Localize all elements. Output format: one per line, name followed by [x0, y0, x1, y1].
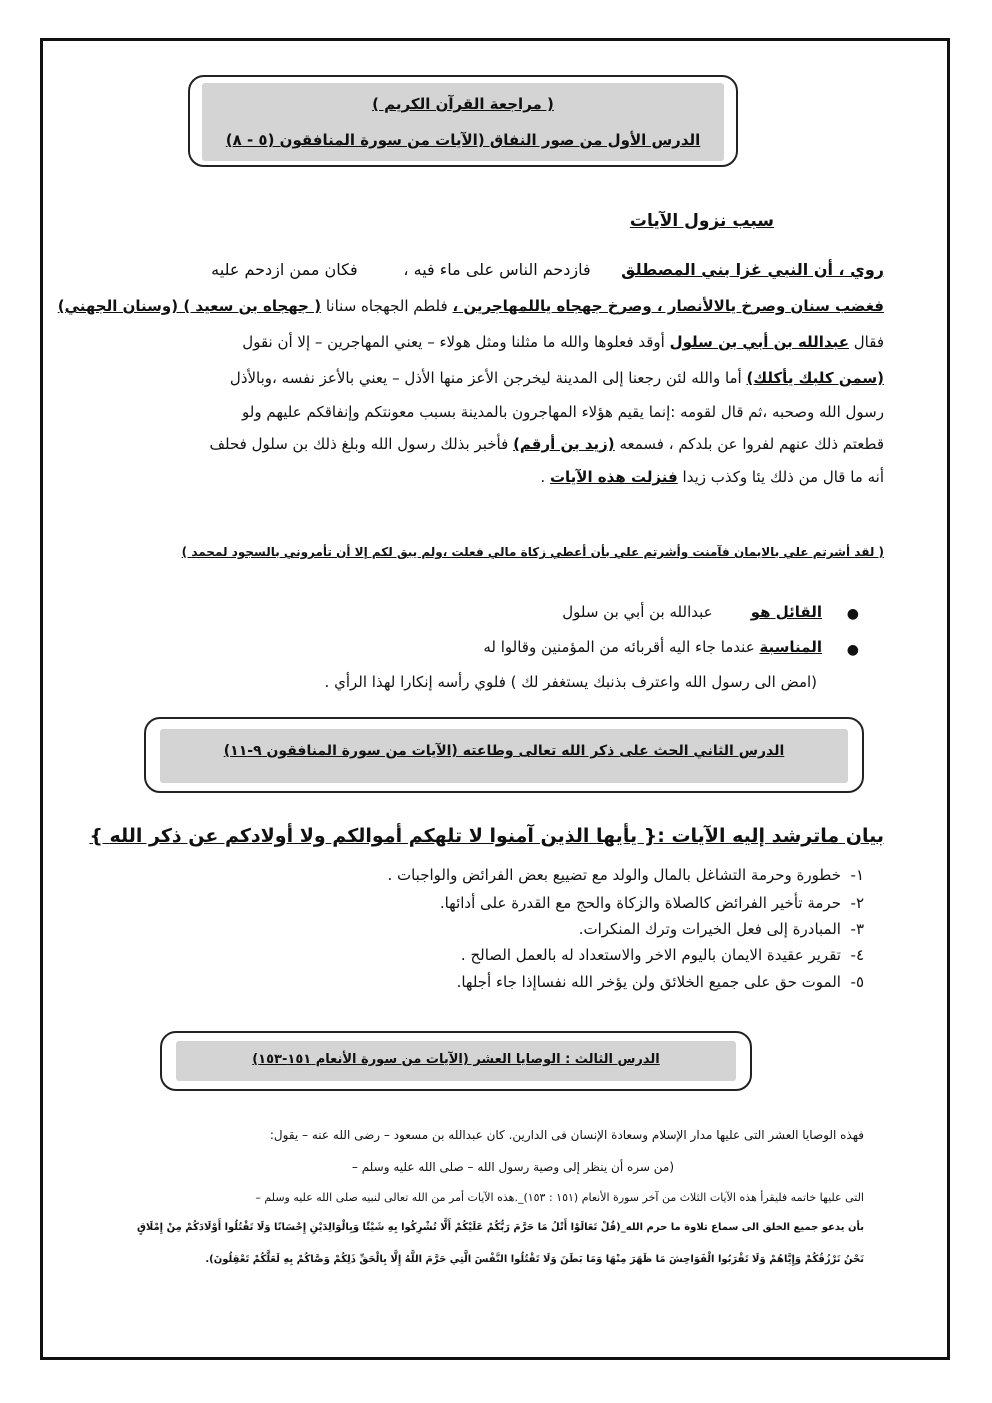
guidance-item-2 [440, 894, 864, 912]
lesson1-line1: ( مراجعة القرآن الكريم ) [372, 95, 554, 113]
reason-p2b: فلطم الجهجاه سنانا [325, 297, 448, 315]
commandments-line-2: (من سره أن ينظر إلى وصية رسول الله – صلى الله عليه وسلم – [351, 1160, 674, 1174]
bullet-1-label: القائل هو [750, 603, 822, 621]
reason-p4b: أما والله لئن رجعنا إلى المدينة ليخرجن الأعز منها الأذل – يعني بالأعز نفسه ،وبالأذل [229, 369, 742, 387]
guidance-item-4-text: تقرير عقيدة الايمان باليوم الاخر والاستعداد له بالعمل الصالح . [460, 946, 841, 964]
commandments-line-3: التى عليها خاتمه فليقرأ هذه الآيات الثلاث من آخر سورة الأنعام (١٥١ : ١٥٣)_.هذه الآيات أمر من الله تعالى لنبيه صلى الله عليه وسلم – [255, 1191, 864, 1204]
lesson3-header-box [160, 1031, 752, 1091]
lesson2-title: الدرس الثاني الحث على ذكر الله تعالى وطاعته (الآيات من سورة المنافقون ٩-١١) [223, 743, 785, 759]
reason-p6c: فأخبر بذلك رسول الله وبلغ ذلك بن سلول فحلف [209, 435, 509, 453]
reason-p7a: أنه ما قال من ذلك يئا وكذب زيدا [682, 468, 884, 486]
reason-p3b: عبدالله بن أبي بن سلول [669, 333, 849, 351]
quote-line: ( لقد أشرتم علي بالايمان فآمنت وأشرتم علي بأن أعطي زكاة مالي فعلت ،ولم يبق لكم إلا أن تأمروني بالسجود لمحمد ) [181, 545, 884, 559]
reason-p7b: فنزلت هذه الآيات [549, 468, 678, 486]
lesson1-line2: الدرس الأول من صور النفاق (الآيات من سورة المنافقون (٥ - ٨) [225, 131, 701, 149]
reason-p2c: فغضب سنان وصرخ يالالأنصار ، وصرخ جهجاه ياللمهاجرين ، [452, 297, 884, 315]
guidance-item-4 [461, 946, 864, 964]
bullet-2-continuation: (امض الى رسول الله واعترف بذنبك يستغفر لك ) فلوي رأسه إنكارا لهذا الرأي . [324, 673, 817, 691]
guidance-item-5-num: ٥- [850, 973, 864, 991]
reason-p4a: (سمن كلبك يأكلك) [746, 369, 884, 387]
reason-line-3 [242, 333, 884, 351]
bullet-dot-1: ● [846, 606, 859, 622]
guidance-item-1-num: ١- [850, 866, 864, 884]
bullet-1-text: عبدالله بن أبي بن سلول [562, 603, 713, 621]
commandments-line-1: فهذه الوصايا العشر التى عليها مدار الإسلام وسعادة الإنسان فى الدارين. كان عبدالله بن مسعود – رضى الله عنه – يقول: [269, 1128, 864, 1142]
bullet-2-text: عندما جاء اليه أقربائه من المؤمنين وقالوا له [483, 638, 755, 656]
commandments-line-5: نَحْنُ نَرْزُقُكُمْ وَإِيَّاهُمْ وَلَا تَقْرَبُوا الْفَوَاحِشَ مَا ظَهَرَ مِنْهَا وَمَا بَطَنَ وَلَا تَقْتُلُوا النَّفْسَ الَّتِي حَرَّمَ اللَّهُ إِلَّا بِالْحَقِّ ذَلِكُمْ وَصَّاكُمْ بِهِ لَعَلَّكُمْ تَعْقِلُونَ). [205, 1254, 864, 1265]
reason-p7c: . [540, 468, 546, 486]
guidance-item-2-num: ٢- [850, 894, 864, 912]
lesson2-header-box [144, 717, 864, 793]
guidance-item-5 [457, 973, 864, 991]
reason-line-2 [58, 297, 884, 315]
reason-line-7 [540, 468, 884, 486]
bullet-2-label: المناسبة [759, 638, 822, 656]
bullet-dot-2: ● [846, 642, 859, 658]
guidance-item-3-text: المبادرة إلى فعل الخيرات وترك المنكرات. [578, 920, 841, 938]
bullet-2 [483, 638, 822, 656]
reason-line-6 [209, 435, 884, 453]
bullet-1 [562, 603, 822, 621]
guidance-item-5-text: الموت حق على جميع الخلائق ولن يؤخر الله نفساإذا جاء أجلها. [456, 973, 841, 991]
reason-p1a: روي ، أن النبي غزا بني المصطلق [621, 260, 884, 279]
reason-p6b: (زيد بن أرقم) [513, 435, 615, 453]
reason-p5: رسول الله وصحبه ،ثم قال لقومه :إنما يقيم هؤلاء المهاجرون بالمدينة بسبب معونتكم وإنفاقكم عليهم ولو [242, 403, 884, 421]
guidance-item-2-text: حرمة تأخير الفرائض كالصلاة والزكاة والحج مع القدرة على أدائها. [439, 894, 841, 912]
guidance-item-3-num: ٣- [850, 920, 864, 938]
reason-line-4 [230, 369, 884, 387]
reason-p3a: فقال [853, 333, 884, 351]
reason-line-1 [211, 260, 884, 279]
lesson1-header-box [188, 75, 738, 167]
reason-p1b: فازدحم الناس على ماء فيه ، [403, 260, 591, 279]
reason-p1c: فكان ممن ازدحم عليه [211, 260, 358, 279]
guidance-item-1 [387, 866, 864, 884]
guidance-item-1-text: خطورة وحرمة التشاغل بالمال والولد مع تضييع بعض الفرائض والواجبات . [387, 866, 841, 884]
reason-line-5 [242, 403, 884, 421]
commandments-line-4: بأن يدعو جميع الخلق الى سماع تلاوة ما حرم الله_(قُلْ تَعَالَوْا أَتْلُ مَا حَرَّمَ رَبُّكُمْ عَلَيْكُمْ أَلَّا تُشْرِكُوا بِهِ شَيْئًا وَبِالْوَالِدَيْنِ إِحْسَانًا وَلَا تَقْتُلُوا أَوْلَادَكُمْ مِنْ إِمْلَاقٍ [136, 1222, 864, 1233]
reason-p3c: أوقد فعلوها والله ما مثلنا ومثل هولاء – يعني المهاجرين – إلا أن نقول [242, 333, 665, 351]
guidance-heading: بيان ماترشد إليه الآيات :{ يأيها الذين آمنوا لا تلهكم أموالكم ولا أولادكم عن ذكر الله } [89, 825, 884, 847]
guidance-item-4-num: ٤- [850, 946, 864, 964]
reason-p2a: ( جهجاه بن سعيد ) (وسنان الجهني) [57, 297, 322, 315]
reason-p6a: قطعتم ذلك عنهم لفروا عن بلدكم ، فسمعه [619, 435, 884, 453]
guidance-item-3 [579, 920, 864, 938]
reason-heading: سبب نزول الآيات [629, 211, 774, 231]
lesson3-title: الدرس الثالث : الوصايا العشر (الآيات من سورة الأنعام ١٥١-١٥٣) [252, 1052, 660, 1067]
